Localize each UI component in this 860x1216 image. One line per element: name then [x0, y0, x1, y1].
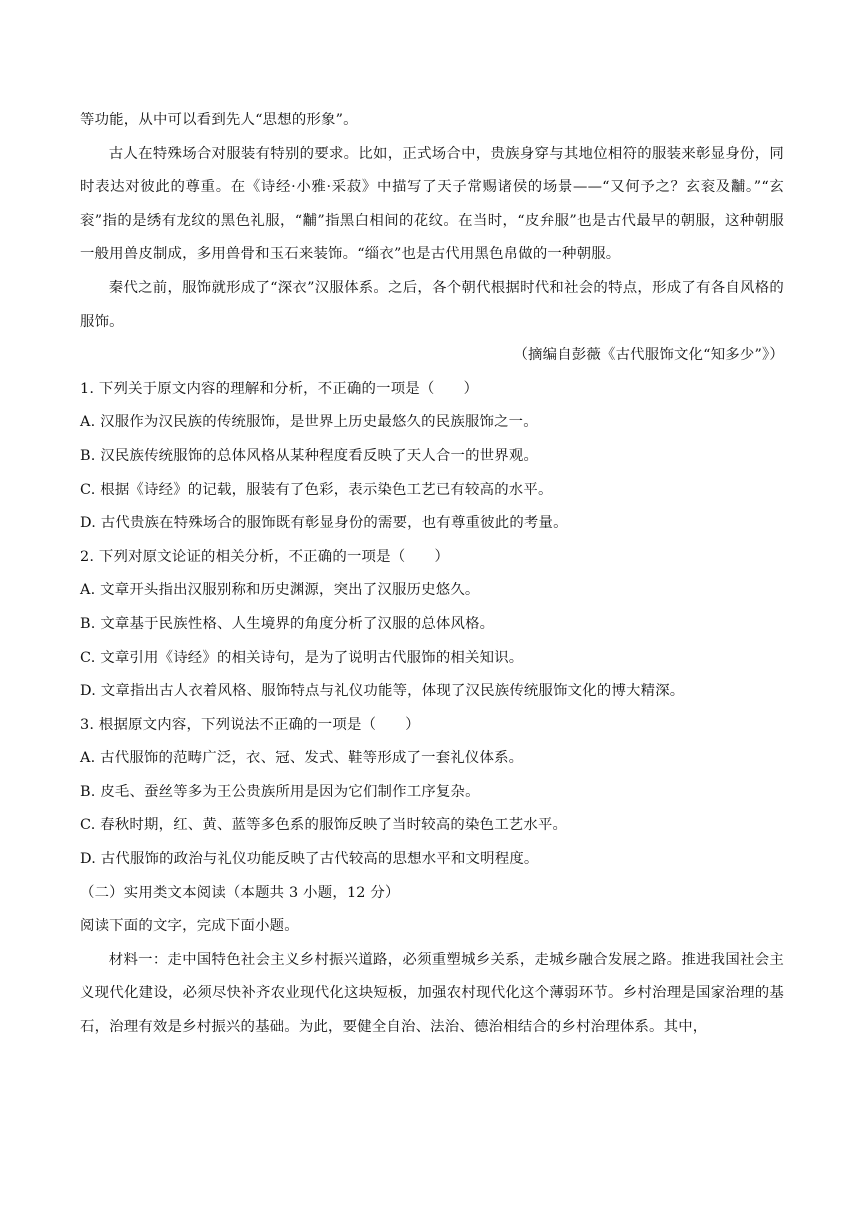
question-stem: 2. 下列对原文论证的相关分析，不正确的一项是（ ） [80, 548, 450, 565]
option-d: D. 文章指出古人衣着风格、服饰特点与礼仪功能等，体现了汉民族传统服饰文化的博大精深。 [80, 683, 685, 700]
question-stem: 1. 下列关于原文内容的理解和分析，不正确的一项是（ ） [80, 380, 479, 397]
section-title: （二）实用类文本阅读（本题共 3 小题，12 分） [80, 884, 400, 901]
paragraph-qin: 秦代之前，服饰就形成了“深衣”汉服体系。之后，各个朝代根据时代和社会的特点，形成了有各自风格的服饰。 [80, 279, 784, 330]
question-2 [80, 541, 784, 709]
document-page [80, 104, 784, 1045]
option-c: C. 春秋时期，红、黄、蓝等多色系的服饰反映了当时较高的染色工艺水平。 [80, 817, 568, 834]
option-c: C. 文章引用《诗经》的相关诗句，是为了说明古代服饰的相关知识。 [80, 649, 524, 666]
option-d: D. 古代服饰的政治与礼仪功能反映了古代较高的思想水平和文明程度。 [80, 851, 539, 868]
question-3 [80, 709, 784, 877]
source-citation: （摘编自彭薇《古代服饰文化“知多少”》） [513, 347, 784, 364]
option-b: B. 文章基于民族性格、人生境界的角度分析了汉服的总体风格。 [80, 615, 495, 632]
option-a: A. 汉服作为汉民族的传统服饰，是世界上历史最悠久的民族服饰之一。 [80, 414, 538, 431]
instruction-text: 阅读下面的文字，完成下面小题。 [80, 918, 299, 935]
paragraph-attire: 古人在特殊场合对服装有特别的要求。比如，正式场合中，贵族身穿与其地位相符的服装来彰显身份，同时表达对彼此的尊重。在《诗经·小雅·采菽》中描写了天子常赐诸侯的场景——“又何予之？玄衮及黼。”“玄衮”指的是绣有龙纹的黑色礼服，“黼”指黑白相间的花纹。在当时，“皮弁服”也是古代最早的朝服，这种朝服一般用兽皮制成，多用兽骨和玉石来装饰。“缁衣”也是古代用黑色帛做的一种朝服。 [80, 145, 784, 263]
option-c: C. 根据《诗经》的记载，服装有了色彩，表示染色工艺已有较高的水平。 [80, 481, 553, 498]
option-a: A. 文章开头指出汉服别称和历史渊源，突出了汉服历史悠久。 [80, 582, 480, 599]
question-1 [80, 373, 784, 541]
option-d: D. 古代贵族在特殊场合的服饰既有彰显身份的需要，也有尊重彼此的考量。 [80, 515, 568, 532]
option-b: B. 汉民族传统服饰的总体风格从某种程度看反映了天人合一的世界观。 [80, 447, 539, 464]
option-b: B. 皮毛、蚕丝等多为王公贵族所用是因为它们制作工序复杂。 [80, 783, 480, 800]
question-stem: 3. 根据原文内容，下列说法不正确的一项是（ ） [80, 716, 420, 733]
intro-tail-text: 等功能，从中可以看到先人“思想的形象”。 [80, 112, 358, 128]
option-a: A. 古代服饰的范畴广泛，衣、冠、发式、鞋等形成了一套礼仪体系。 [80, 750, 524, 767]
material-one: 材料一：走中国特色社会主义乡村振兴道路，必须重塑城乡关系，走城乡融合发展之路。推进我国社会主义现代化建设，必须尽快补齐农业现代化这块短板，加强农村现代化这个薄弱环节。乡村治理是国家治理的基石，治理有效是乡村振兴的基础。为此，要健全自治、法治、德治相结合的乡村治理体系。其中， [80, 951, 784, 1036]
